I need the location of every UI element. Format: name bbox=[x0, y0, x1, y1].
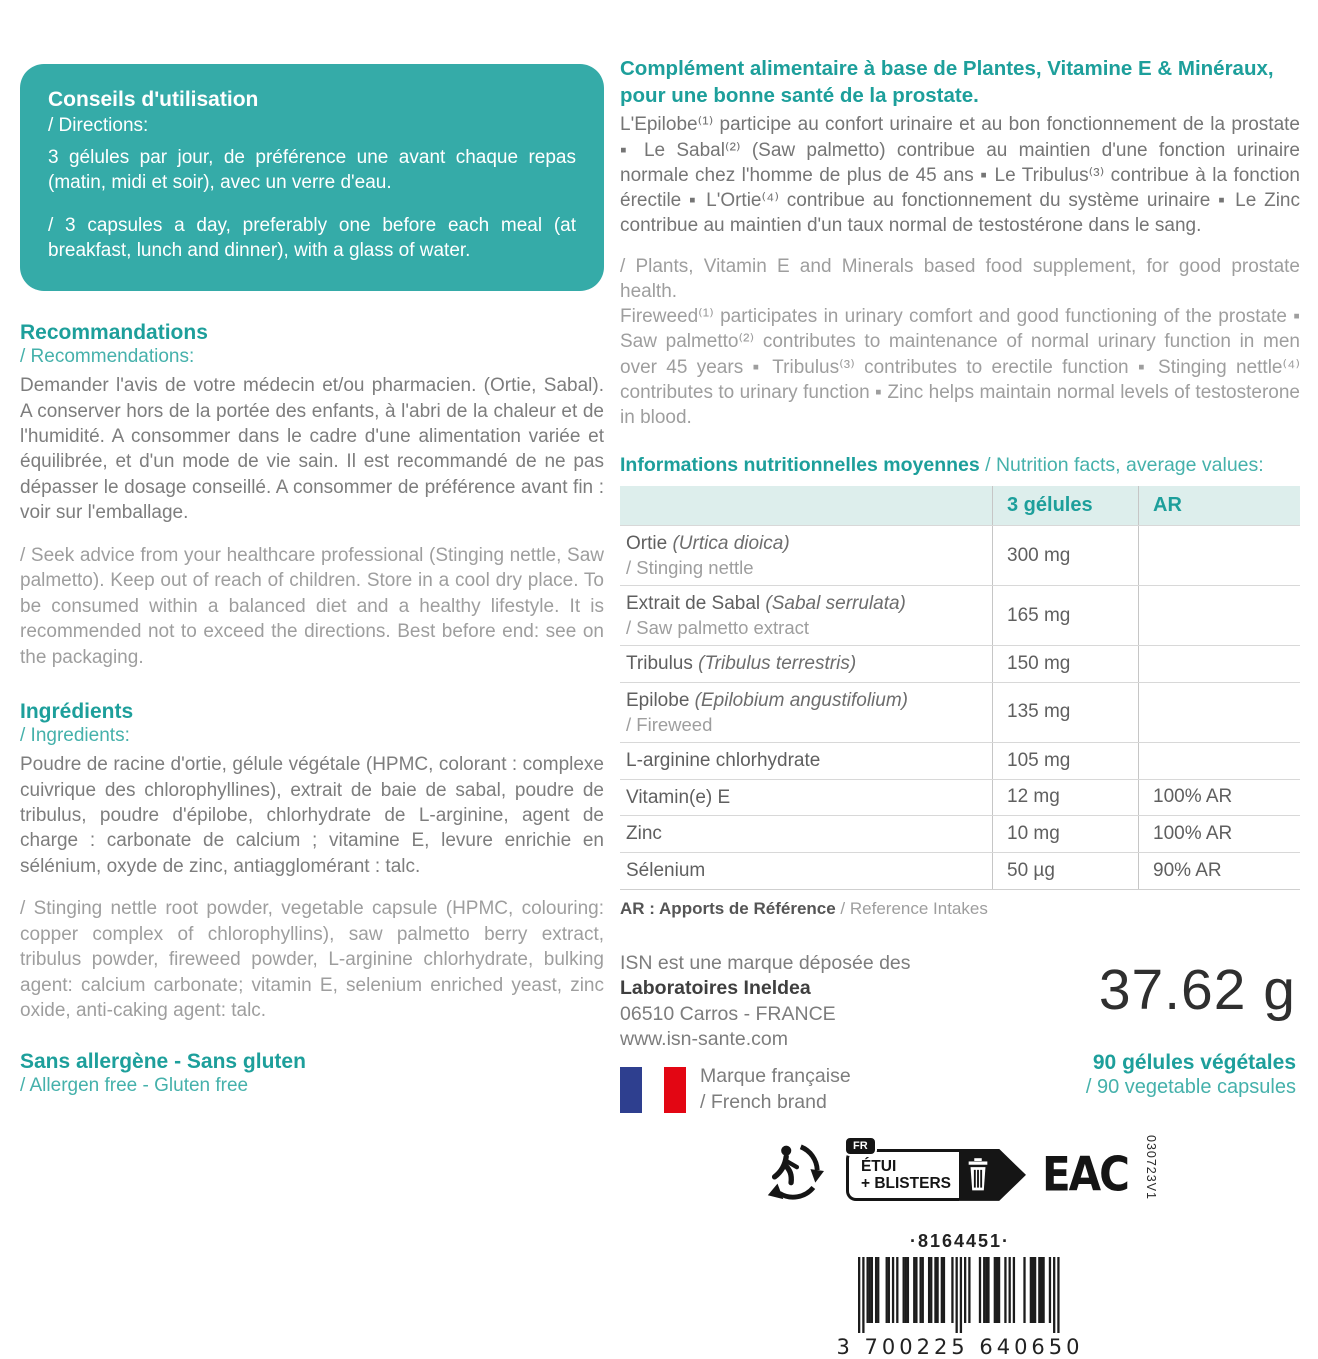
eac-conformity-logo: EAC bbox=[1041, 1146, 1129, 1202]
french-brand-label bbox=[700, 1064, 851, 1115]
trademark-line: ISN est une marque déposée des bbox=[620, 951, 911, 974]
company-address: 06510 Carros - FRANCE bbox=[620, 1002, 836, 1025]
net-weight: 37.62 g bbox=[1098, 957, 1296, 1022]
nutrient-name: Vitamin(e) E bbox=[626, 786, 731, 808]
recommendations-text-fr: Demander l'avis de votre médecin et/ou pharmacien. (Ortie, Sabal). A conserver hors de la portée des enfants, à l'abri de la chaleur et de l'humidité. A consommer dans le cadre d'une alimentation variée et équilibrée, et d'un mode de vie sain. Il est recommandé de ne pas dépasser le dosage conseillé. A consommer de préférence avant fin : voir sur l'emballage. bbox=[20, 375, 604, 524]
nutrition-header-ar: AR bbox=[1138, 486, 1300, 525]
company-website: www.isn-sante.com bbox=[620, 1027, 788, 1050]
brand-block bbox=[620, 951, 911, 1115]
nutrient-ar: 100% AR bbox=[1138, 816, 1300, 852]
recommendations-section bbox=[20, 321, 604, 670]
nutrient-cell bbox=[620, 816, 992, 852]
nutrition-header-quantity: 3 gélules bbox=[992, 486, 1138, 525]
nutrient-ar bbox=[1138, 743, 1300, 779]
table-row-l-arginine bbox=[620, 742, 1300, 779]
triman-recycling-icon bbox=[762, 1141, 824, 1208]
footnote-en: / Reference Intakes bbox=[840, 898, 988, 918]
etui-blisters-label bbox=[846, 1149, 1026, 1201]
nutrient-name: Ortie bbox=[626, 533, 668, 555]
nutrient-ar bbox=[1138, 646, 1300, 682]
nutrient-quantity: 165 mg bbox=[992, 586, 1138, 645]
table-row-epilobe bbox=[620, 682, 1300, 742]
ingredients-title-en: / Ingredients: bbox=[20, 725, 130, 747]
brand-and-weight-row bbox=[620, 951, 1300, 1115]
nutrient-latin-name: (Urtica dioica) bbox=[672, 533, 790, 555]
nutrient-ar: 100% AR bbox=[1138, 780, 1300, 816]
nutrient-cell bbox=[620, 646, 992, 682]
table-row-selenium bbox=[620, 852, 1300, 889]
batch-version-code: 030723V1 bbox=[1144, 1134, 1159, 1200]
etui-line: ÉTUI bbox=[860, 1157, 897, 1175]
table-row-zinc bbox=[620, 815, 1300, 852]
nutrient-quantity: 105 mg bbox=[992, 743, 1138, 779]
nutrient-ar bbox=[1138, 586, 1300, 645]
nutrient-ar bbox=[1138, 683, 1300, 742]
nutrient-quantity: 135 mg bbox=[992, 683, 1138, 742]
barcode-digits: 3 700225 640650 bbox=[836, 1334, 1084, 1359]
recommendations-title-fr: Recommandations bbox=[20, 321, 208, 345]
ean13-barcode bbox=[620, 1257, 1300, 1359]
footnote-fr: AR : Apports de Référence bbox=[620, 898, 836, 918]
nutrient-quantity: 50 µg bbox=[992, 853, 1138, 889]
usage-text-fr: 3 gélules par jour, de préférence une avant chaque repas (matin, midi et soir), avec un verre d'eau. bbox=[48, 147, 576, 194]
usage-title-fr: Conseils d'utilisation bbox=[48, 88, 259, 111]
allergen-text-fr: Sans allergène - Sans gluten bbox=[20, 1049, 306, 1073]
nutrient-quantity: 10 mg bbox=[992, 816, 1138, 852]
nutrient-name: Epilobe bbox=[626, 689, 690, 711]
nutrient-name: L-arginine chlorhydrate bbox=[626, 749, 821, 771]
nutrient-name: Zinc bbox=[626, 823, 662, 845]
table-row-tribulus bbox=[620, 645, 1300, 682]
reference-code: ·8164451· bbox=[909, 1230, 1011, 1251]
nutrient-cell bbox=[620, 683, 992, 742]
barcode-bars bbox=[858, 1257, 1062, 1335]
table-row-sabal bbox=[620, 585, 1300, 645]
nutrient-name-en: / Saw palmetto extract bbox=[626, 617, 810, 639]
usage-text-en: / 3 capsules a day, preferably one before each meal (at breakfast, lunch and dinner), with a glass of water. bbox=[48, 214, 576, 261]
company-name: Laboratoires Ineldea bbox=[620, 977, 811, 1000]
capsule-count-fr: 90 gélules végétales bbox=[1092, 1050, 1296, 1074]
usage-directions-box bbox=[20, 64, 604, 291]
blisters-line: + BLISTERS bbox=[860, 1174, 951, 1192]
nutrient-name: Extrait de Sabal bbox=[626, 593, 761, 615]
nutrient-ar bbox=[1138, 526, 1300, 585]
usage-title-en: / Directions: bbox=[48, 115, 149, 136]
right-column bbox=[620, 56, 1300, 1359]
product-claim-title: Complément alimentaire à base de Plantes, Vitamine E & Minéraux, pour une bonne santé de la prostate. bbox=[620, 57, 1274, 107]
ingredients-text-fr: Poudre de racine d'ortie, gélule végétale (HPMC, colorant : complexe cuivrique des chlorophyllines), extrait de baie de sabal, poudre de tribulus, poudre d'épilobe, chlorhydrate de L-arginine, agent de charge : carbonate de calcium ; vitamine E, levure enrichie en sélénium, oxyde de zinc, antiagglomérant : talc. bbox=[20, 754, 604, 877]
recycling-bin-icon bbox=[959, 1149, 1026, 1201]
table-row-vitamin-e bbox=[620, 779, 1300, 816]
nutrient-quantity: 12 mg bbox=[992, 780, 1138, 816]
ingredients-text-en: / Stinging nettle root powder, vegetable capsule (HPMC, colouring: copper complex of chlorophyllins), saw palmetto berry extract, tribulus powder, fireweed powder, L-arginine chlorhydrate, bulking agent: calcium carbonate; vitamin E, selenium enriched yeast, zinc oxide, anti-caking agent: talc. bbox=[20, 898, 604, 1022]
etui-blisters-text bbox=[846, 1149, 959, 1201]
table-row-ortie bbox=[620, 525, 1300, 585]
nutrient-latin-name: (Epilobium angustifolium) bbox=[694, 689, 908, 711]
sorting-instructions-label bbox=[846, 1139, 1026, 1201]
nutrient-ar: 90% AR bbox=[1138, 853, 1300, 889]
product-claim-fr: L'Epilobe⁽¹⁾ participe au confort urinaire et au bon fonctionnement de la prostate ▪ Le Sabal⁽²⁾ (Saw palmetto) contribue au maintien d'une fonction urinaire normale chez l'homme de plus de 45 ans ▪ Le Tribulus⁽³⁾ contribue à la fonction érectile ▪ L'Ortie⁽⁴⁾ contribue au fonctionnement du système urinaire ▪ Le Zinc contribue au maintien d'un taux normal de testostérone dans le sang. bbox=[620, 114, 1300, 237]
nutrition-footnote bbox=[620, 899, 1300, 919]
nutrient-cell bbox=[620, 853, 992, 889]
nutrient-latin-name: (Tribulus terrestris) bbox=[698, 653, 857, 675]
certification-logos-row bbox=[620, 1135, 1300, 1215]
nutrient-cell bbox=[620, 586, 992, 645]
allergen-section bbox=[20, 1050, 604, 1097]
product-claim-en-1: / Plants, Vitamin E and Minerals based food supplement, for good prostate health. bbox=[620, 255, 1300, 302]
nutrient-cell bbox=[620, 743, 992, 779]
fr-country-tag: FR bbox=[844, 1136, 877, 1156]
nutrient-quantity: 300 mg bbox=[992, 526, 1138, 585]
nutrient-cell bbox=[620, 526, 992, 585]
nutrient-latin-name: (Sabal serrulata) bbox=[765, 593, 906, 615]
recommendations-text-en: / Seek advice from your healthcare professional (Stinging nettle, Saw palmetto). Keep out of reach of children. Store in a cool dry place. To be consumed within a balanced diet and a healthy lifestyle. It is recommended not to exceed the directions. Best before end: see on the packaging. bbox=[20, 544, 604, 668]
french-flag-icon bbox=[620, 1067, 686, 1113]
nutrient-quantity: 150 mg bbox=[992, 646, 1138, 682]
nutrient-name: Sélenium bbox=[626, 860, 706, 882]
nutrition-header-empty bbox=[620, 486, 992, 525]
nutrient-name: Tribulus bbox=[626, 653, 693, 675]
product-claim-en-2: Fireweed⁽¹⁾ participates in urinary comfort and good functioning of the prostate ▪ Saw palmetto⁽²⁾ contributes to maintenance of normal urinary function in men over 45 years ▪ Tribulus⁽³⁾ contributes to erectile function ▪ Stinging nettle⁽⁴⁾ contributes to urinary function ▪ Zinc helps maintain normal levels of testosterone in blood. bbox=[620, 306, 1300, 429]
nutrition-title-en: / Nutrition facts, average values: bbox=[985, 454, 1264, 477]
nutrition-table bbox=[620, 486, 1300, 889]
nutrition-title-fr: Informations nutritionnelles moyennes bbox=[620, 454, 980, 477]
nutrient-name-en: / Fireweed bbox=[626, 713, 713, 735]
allergen-text-en: / Allergen free - Gluten free bbox=[20, 1074, 249, 1096]
recommendations-title-en: / Recommendations: bbox=[20, 346, 195, 368]
nutrient-name-en: / Stinging nettle bbox=[626, 557, 754, 579]
nutrition-header-row bbox=[620, 486, 1300, 525]
nutrient-cell bbox=[620, 780, 992, 816]
ingredients-section bbox=[20, 700, 604, 1024]
french-brand-en: / French brand bbox=[700, 1090, 827, 1113]
nutrition-title bbox=[620, 454, 1300, 477]
capsule-count-en: / 90 vegetable capsules bbox=[1085, 1075, 1296, 1098]
left-column bbox=[20, 64, 604, 1097]
french-brand-fr: Marque française bbox=[700, 1065, 851, 1088]
ingredients-title-fr: Ingrédients bbox=[20, 700, 134, 724]
french-brand-row bbox=[620, 1064, 911, 1115]
weight-block bbox=[1086, 951, 1300, 1115]
